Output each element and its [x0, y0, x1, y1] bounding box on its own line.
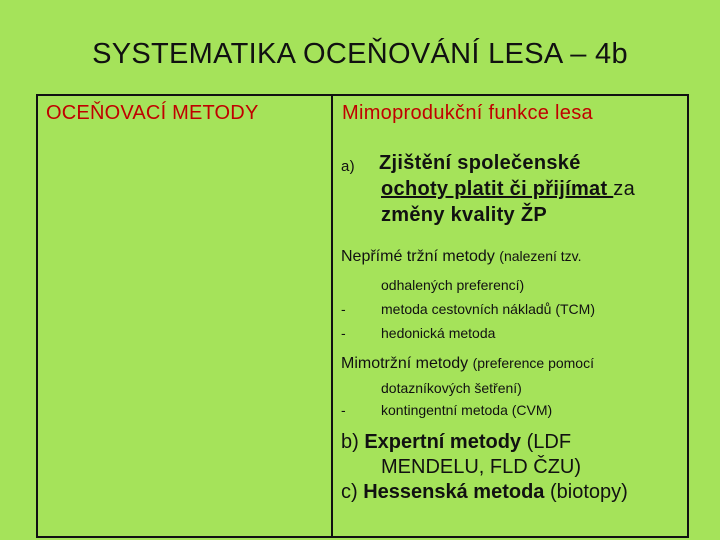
indirect-methods-title: Nepřímé tržní metody — [341, 248, 495, 265]
section-a-line3: změny kvality ŽP — [381, 204, 547, 226]
section-a-underlined-text: ochoty platit či přijímat — [381, 178, 614, 200]
indirect-methods-note: (nalezení tzv. — [499, 248, 582, 264]
list-item-text: metoda cestovních nákladů (TCM) — [381, 301, 595, 317]
section-a-label: a) — [341, 158, 355, 175]
section-a-line1: Zjištění společenské — [379, 152, 581, 174]
right-column-content — [341, 150, 686, 505]
section-c — [341, 480, 686, 505]
list-bullet: - — [341, 325, 346, 341]
section-b-bold: Expertní metody — [364, 431, 522, 453]
section-a — [341, 150, 686, 228]
list-bullet: - — [341, 402, 346, 418]
section-c-rest: (biotopy) — [544, 481, 628, 503]
nonmarket-methods-note: (preference pomocí — [472, 355, 594, 371]
left-column-heading: OCEŇOVACÍ METODY — [46, 102, 259, 124]
slide-title: SYSTEMATIKA OCEŇOVÁNÍ LESA – 4b — [92, 38, 628, 70]
section-c-bold: Hessenská metoda — [363, 481, 545, 503]
list-item-text: hedonická metoda — [381, 325, 496, 341]
section-c-label: c) — [341, 481, 364, 503]
indirect-methods-note-cont: odhalených preferencí) — [381, 277, 525, 293]
indirect-methods-heading — [341, 246, 686, 267]
section-b — [341, 430, 686, 455]
nonmarket-methods-title: Mimotržní metody — [341, 355, 469, 372]
list-item — [341, 321, 686, 345]
section-b-cont: MENDELU, FLD ČZU) — [381, 456, 582, 478]
list-item — [341, 398, 686, 422]
list-item — [341, 297, 686, 321]
nonmarket-methods-note-cont: dotazníkových šetření) — [381, 380, 522, 396]
list-bullet: - — [341, 301, 346, 317]
nonmarket-methods-heading — [341, 353, 686, 374]
section-b-rest: (LDF — [521, 431, 572, 453]
section-b-label: b) — [341, 431, 365, 453]
section-a-line2 — [341, 176, 686, 202]
list-item-text: kontingentní metoda (CVM) — [381, 402, 553, 418]
column-divider — [331, 94, 333, 538]
right-column-heading: Mimoprodukční funkce lesa — [342, 102, 593, 124]
section-a-line2-rest: za — [613, 178, 636, 200]
